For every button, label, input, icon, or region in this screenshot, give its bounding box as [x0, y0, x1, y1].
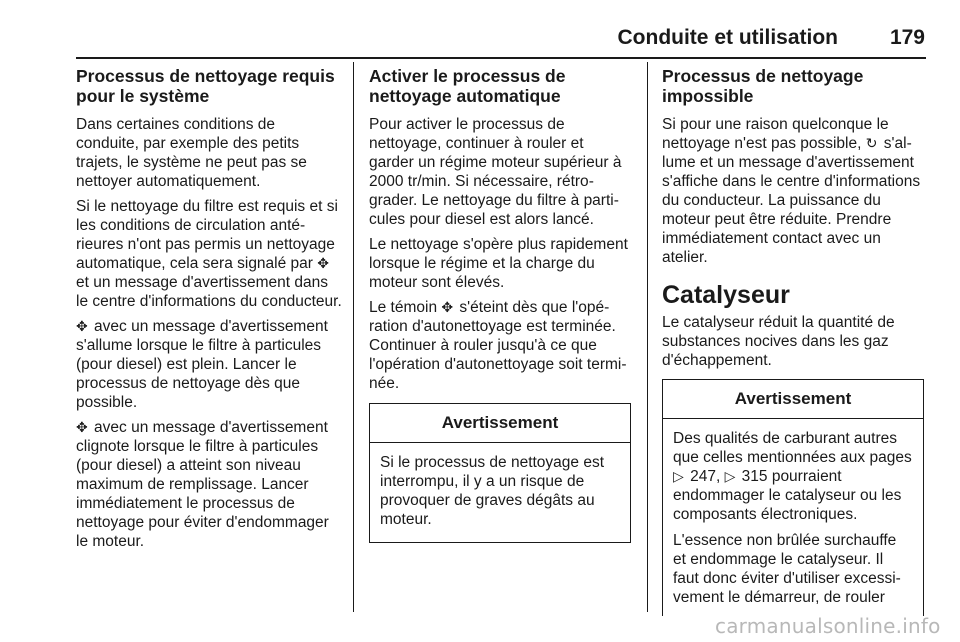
- paragraph: [76, 317, 342, 412]
- paragraph: Le nettoyage s'opère plus rapidement lorsque le régime et la charge du moteur sont élevés.: [369, 236, 628, 291]
- section-heading: Activer le processus de nettoyage automatique: [369, 66, 566, 106]
- paragraph-text: 315 pourraient endommager le catalyseur ou les composants électroniques.: [673, 468, 902, 523]
- warning-text: [673, 429, 913, 524]
- dpf-filter-icon: ✥: [441, 299, 454, 315]
- warning-body: [663, 419, 923, 616]
- paragraph-text: s'éteint dès que l'opération d'autonettoyage est terminée. Continuer à rouler jusqu'à ce que l'opération d'autonettoyage soit terminée.: [369, 299, 627, 392]
- column-2: [369, 66, 631, 543]
- paragraph-text: avec un message d'avertissement s'allume lorsque le filtre à particules (pour diesel) est plein. Lancer le processus de nettoyage dès que possible.: [76, 318, 328, 411]
- watermark: carmanualsonline.info: [715, 614, 941, 638]
- page-reference: 247,: [685, 468, 725, 485]
- dpf-filter-icon: ✥: [76, 419, 88, 435]
- page-reference-arrow-icon[interactable]: ▷: [673, 468, 684, 484]
- column-1: [76, 66, 342, 557]
- warning-body: [370, 443, 630, 542]
- paragraph: Pour activer le processus de nettoyage, continuer à rouler et garder un régime moteur supérieur à 2000 tr/min. Si nécessaire, rétrograder. Le nettoyage du filtre à particules pour diesel est alors lancé.: [369, 116, 622, 228]
- warning-box: [369, 403, 631, 543]
- section-heading: Processus de nettoyage impossible: [662, 66, 864, 106]
- header-title: Conduite et utilisation: [617, 26, 838, 49]
- page-number: 179: [889, 26, 925, 49]
- page-reference-arrow-icon[interactable]: ▷: [724, 468, 736, 484]
- section-title: Catalyseur: [662, 281, 790, 309]
- paragraph-text: Si pour une raison quelconque le nettoyage n'est pas possible,: [662, 116, 889, 152]
- warning-text: L'essence non brûlée surchauffe et endommage le catalyseur. Il faut donc éviter d'utiliser excessivement le démarreur, de rouler: [673, 532, 901, 606]
- paragraph-text: Des qualités de carburant autres que celles mentionnées aux pages: [673, 430, 912, 466]
- paragraph: [369, 298, 631, 393]
- section-heading: Processus de nettoyage requis pour le système: [76, 66, 335, 106]
- engine-warning-icon: ↻: [865, 135, 878, 151]
- warning-text: Si le processus de nettoyage est interrompu, il y a un risque de provoquer de graves dégâts au moteur.: [380, 454, 605, 528]
- paragraph: [76, 418, 342, 551]
- paragraph: [76, 197, 342, 311]
- header-rule: [76, 57, 926, 59]
- paragraph-text: s'allume et un message d'avertissement s'affiche dans le centre d'informations du conducteur. La puissance du moteur peut être réduite. Prendre immédiatement contact avec un atelier.: [662, 135, 921, 266]
- warning-box: [662, 379, 924, 616]
- column-3: [662, 66, 924, 616]
- paragraph: Dans certaines conditions de conduite, par exemple des petits trajets, le système ne peut pas se nettoyer automatiquement.: [76, 116, 307, 190]
- warning-title: Avertissement: [370, 404, 630, 443]
- paragraph-text: Le témoin: [369, 299, 442, 316]
- column-divider: [353, 62, 354, 612]
- paragraph-text: Si le nettoyage du filtre est requis et si les conditions de circulation antérieures n'ont pas permis un nettoyage automatique, cela sera signalé par: [76, 198, 338, 272]
- paragraph: [662, 115, 924, 267]
- paragraph-text: et un message d'avertissement dans le centre d'informations du conducteur.: [76, 274, 342, 310]
- paragraph: Le catalyseur réduit la quantité de substances nocives dans les gaz d'échappement.: [662, 314, 895, 369]
- paragraph-text: avec un message d'avertissement clignote lorsque le filtre à particules (pour diesel) a atteint son niveau maximum de remplissage. Lancer immédiatement le processus de nettoyage pour éviter d'endommager le moteur.: [76, 419, 329, 550]
- warning-title: Avertissement: [663, 380, 923, 419]
- dpf-filter-icon: ✥: [76, 318, 88, 334]
- dpf-filter-icon: ✥: [317, 255, 329, 271]
- column-divider: [647, 62, 648, 612]
